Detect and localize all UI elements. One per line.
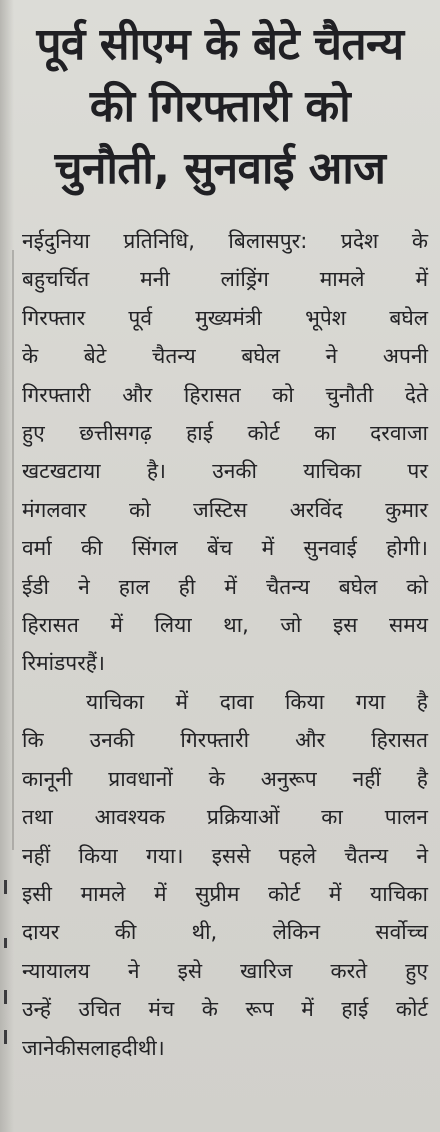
article-line: याचिका में दावा किया गया है — [86, 689, 428, 714]
article-line: हुए छत्तीसगढ़ हाई कोर्ट का दरवाजा — [22, 421, 428, 446]
article-line: बहुचर्चित मनी लांड्रिंग मामले में — [22, 267, 428, 292]
adjacent-column-fragments — [0, 880, 14, 1060]
headline-line: की गिरफ्तारी को — [89, 81, 351, 132]
article-line: वर्मा की सिंगल बेंच में सुनवाई होगी। — [22, 536, 428, 561]
article-line: के बेटे चैतन्य बघेल ने अपनी — [22, 344, 428, 369]
column-divider — [12, 250, 14, 850]
text-fragment — [4, 1030, 7, 1044]
headline — [18, 14, 422, 200]
article-line: मंगलवार को जस्टिस अरविंद कुमार — [22, 497, 428, 522]
article-line: तथा आवश्यक प्रक्रियाओं का पालन — [22, 805, 428, 830]
article-line: उन्हें उचित मंच के रूप में हाई कोर्ट — [22, 997, 428, 1022]
article-line: कि उनकी गिरफ्तारी और हिरासत — [22, 728, 428, 753]
article-body — [22, 222, 428, 1067]
headline-line: पूर्व सीएम के बेटे चैतन्य — [36, 19, 404, 70]
article-line: दायर की थी, लेकिन सर्वोच्च — [22, 920, 428, 945]
article-line: ईडी ने हाल ही में चैतन्य बघेल को — [22, 574, 428, 599]
headline-line: चुनौती, सुनवाई आज — [54, 143, 386, 194]
article-line: न्यायालय ने इसे खारिज करते हुए — [22, 958, 428, 983]
article-line: रिमांड पर हैं। — [22, 651, 105, 676]
article-line: कानूनी प्रावधानों के अनुरूप नहीं है — [22, 766, 428, 791]
text-fragment — [4, 938, 7, 948]
article-line: जाने की सलाह दी थी। — [22, 1035, 165, 1060]
article-line: गिरफ्तारी और हिरासत को चुनौती देते — [22, 382, 428, 407]
text-fragment — [4, 990, 7, 1004]
article-line: हिरासत में लिया था, जो इस समय — [22, 613, 428, 638]
article-line: इसी मामले में सुप्रीम कोर्ट में याचिका — [22, 881, 428, 906]
article-line: गिरफ्तार पूर्व मुख्यमंत्री भूपेश बघेल — [22, 305, 428, 330]
article-line: नहीं किया गया। इससे पहले चैतन्य ने — [22, 843, 428, 868]
article-line: खटखटाया है। उनकी याचिका पर — [22, 459, 428, 484]
text-fragment — [4, 880, 7, 894]
article-line: नईदुनिया प्रतिनिधि, बिलासपुर: प्रदेश के — [22, 229, 428, 253]
